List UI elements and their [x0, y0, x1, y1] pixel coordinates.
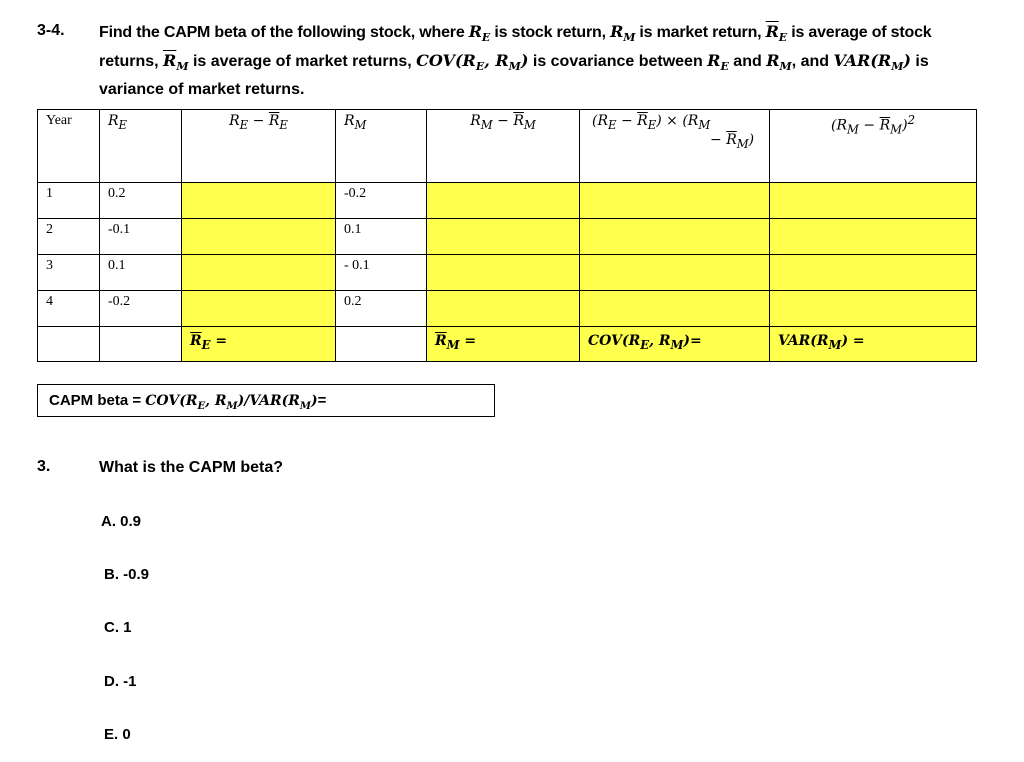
cell-rm: - 0.1	[336, 255, 427, 291]
cell-year: 2	[38, 219, 100, 255]
capm-worksheet-table	[37, 109, 977, 362]
cell-year: 1	[38, 183, 100, 219]
cell-re: 0.2	[100, 183, 182, 219]
question-number: 3-4.	[37, 22, 65, 39]
question-line-2: returns, $\overline{R}_M$ is average of market returns, $COV(R_E$, $R_M$) is covariance between $R_E$ and $R_M$, and $VAR(R_M)$ is	[99, 51, 929, 74]
cell-cross-blank[interactable]	[580, 219, 770, 255]
cell-year: 4	[38, 291, 100, 327]
cell-empty	[38, 327, 100, 362]
question-3-number: 3.	[37, 458, 51, 475]
cell-rm-deviation-blank[interactable]	[427, 255, 580, 291]
cell-rm: 0.2	[336, 291, 427, 327]
table-row	[38, 219, 977, 255]
question-line-3: variance of market returns.	[99, 81, 305, 99]
cell-rm-deviation-blank[interactable]	[427, 291, 580, 327]
option-e[interactable]: E. 0	[104, 726, 131, 743]
cell-re: -0.1	[100, 219, 182, 255]
table-row	[38, 183, 977, 219]
table-row	[38, 255, 977, 291]
cell-rm: -0.2	[336, 183, 427, 219]
header-re: $R_E$	[100, 110, 182, 183]
header-rm-deviation: $R_M - \overline{R}_M$	[427, 110, 580, 183]
cell-cross-blank[interactable]	[580, 183, 770, 219]
cell-square-blank[interactable]	[770, 219, 977, 255]
cell-rm-deviation-blank[interactable]	[427, 219, 580, 255]
cell-empty	[100, 327, 182, 362]
header-rm: $R_M$	[336, 110, 427, 183]
cell-cross-blank[interactable]	[580, 291, 770, 327]
cell-cross-blank[interactable]	[580, 255, 770, 291]
cell-square-blank[interactable]	[770, 255, 977, 291]
cell-re-average[interactable]: $\overline{R}_E$ =	[182, 327, 336, 362]
cell-re-deviation-blank[interactable]	[182, 183, 336, 219]
cell-re: -0.2	[100, 291, 182, 327]
header-cross-product: $(R_E - \overline{R}_E) \times (R_M$ − $\overline{R}_M$)	[580, 110, 770, 183]
header-row	[38, 110, 977, 183]
cell-re-deviation-blank[interactable]	[182, 219, 336, 255]
cell-rm-average[interactable]: $\overline{R}_M$ =	[427, 327, 580, 362]
cell-covariance[interactable]: $COV(R_E$, $R_M)=$	[580, 327, 770, 362]
question-line-1: Find the CAPM beta of the following stock, where $R_E$ is stock return, $R_M$ is market return, $\overline{R}_E$ is average of stock	[99, 22, 932, 45]
summary-row	[38, 327, 977, 362]
cell-variance[interactable]: $VAR(R_M)$ =	[770, 327, 977, 362]
capm-beta-formula-box: CAPM beta = $COV(R_E$, $R_M)/VAR(R_M)=$	[37, 384, 495, 417]
cell-square-blank[interactable]	[770, 183, 977, 219]
option-d[interactable]: D. -1	[104, 673, 137, 690]
option-a[interactable]: A. 0.9	[101, 513, 142, 530]
table-row	[38, 291, 977, 327]
header-re-deviation: $R_E - \overline{R}_E$	[182, 110, 336, 183]
header-year: Year	[38, 110, 100, 183]
cell-rm-deviation-blank[interactable]	[427, 183, 580, 219]
question-text	[99, 20, 979, 101]
question-3-text: What is the CAPM beta?	[99, 459, 284, 476]
cell-year: 3	[38, 255, 100, 291]
cell-square-blank[interactable]	[770, 291, 977, 327]
cell-re-deviation-blank[interactable]	[182, 291, 336, 327]
cell-empty	[336, 327, 427, 362]
cell-re: 0.1	[100, 255, 182, 291]
option-c[interactable]: C. 1	[104, 619, 132, 636]
option-b[interactable]: B. -0.9	[104, 566, 150, 583]
cell-rm: 0.1	[336, 219, 427, 255]
cell-re-deviation-blank[interactable]	[182, 255, 336, 291]
capm-label: CAPM beta =	[49, 392, 146, 409]
header-rm-squared: $(R_M - \overline{R}_M)^2$	[770, 110, 977, 183]
